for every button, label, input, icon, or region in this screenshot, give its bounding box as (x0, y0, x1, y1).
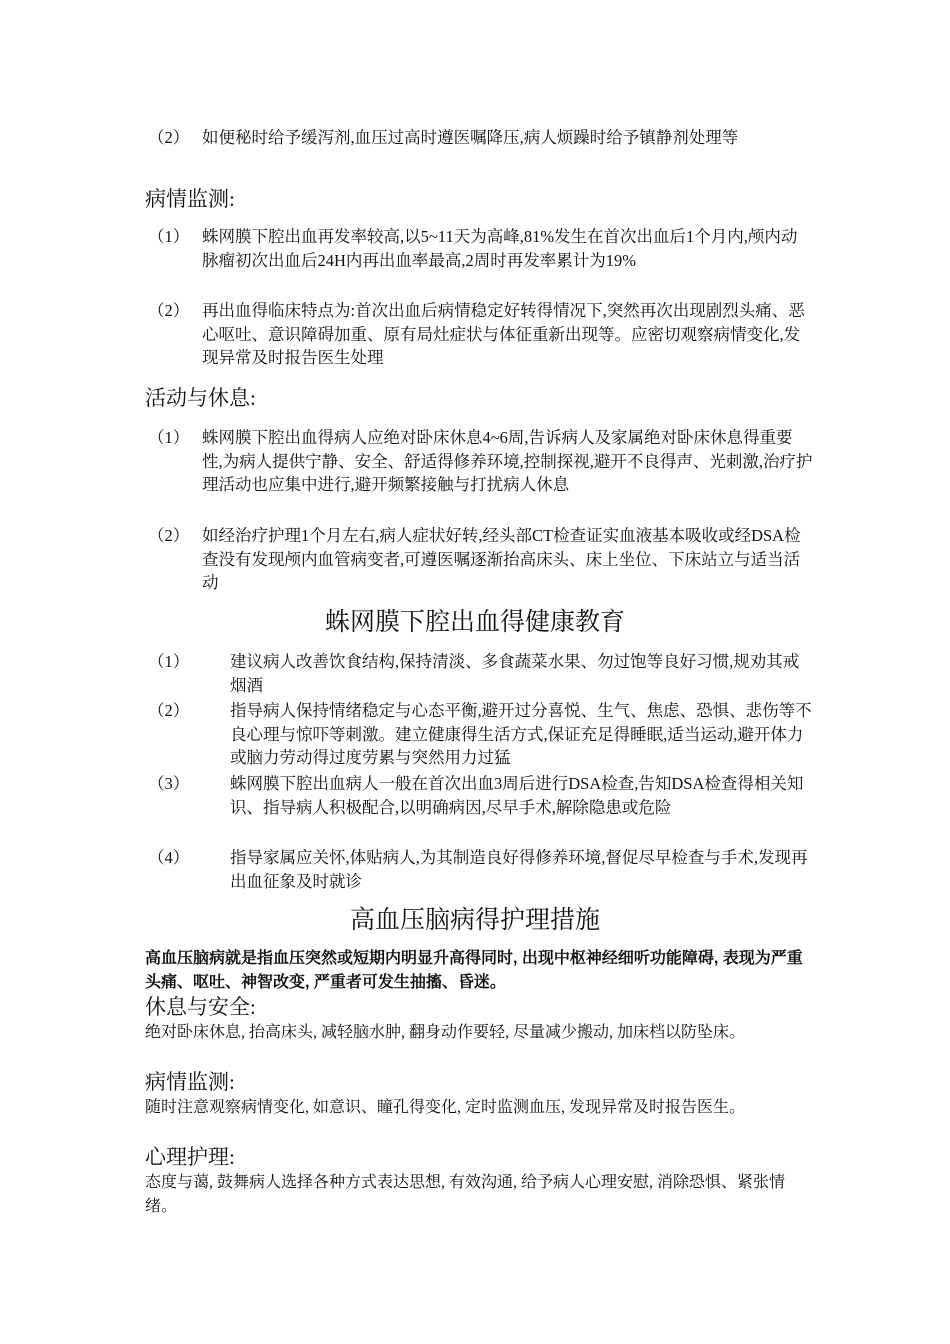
list-item (148, 650, 813, 697)
item-text: 建议病人改善饮食结构,保持清淡、多食蔬菜水果、勿过饱等良好习惯,规劝其戒烟酒 (230, 652, 800, 695)
list-item (148, 225, 813, 272)
list-item (148, 772, 813, 819)
section-heading-monitoring: 病情监测: (145, 187, 235, 211)
section-title-health-education: 蛛网膜下腔出血得健康教育 (324, 608, 625, 636)
list-item (148, 126, 813, 150)
item-text: 再出血得临床特点为:首次出血后病情稳定好转得情况下,突然再次出现剧烈头痛、恶心呕吐、意识障碍加重、原有局灶症状与体征重新出现等。应密切观察病情变化,发现异常及时报告医生处理 (202, 301, 805, 367)
item-text: 指导家属应关怀,体贴病人,为其制造良好得修养环境,督促尽早检查与手术,发现再出血征象及时就诊 (230, 848, 808, 891)
item-text: 蛛网膜下腔出血再发率较高,以5~11天为高峰,81%发生在首次出血后1个月内,颅内动脉瘤初次出血后24H内再出血率最高,2周时再发率累计为19% (202, 227, 798, 270)
item-number: （4） (148, 848, 190, 867)
subheading-rest-safety: 休息与安全: (145, 995, 256, 1019)
subheading-psychological-care: 心理护理: (145, 1145, 235, 1169)
item-number: （3） (148, 774, 190, 793)
list-item (148, 846, 813, 893)
paragraph-rest-safety: 绝对卧床休息, 抬高床头, 减轻脑水肿, 翻身动作要轻, 尽量减少搬动, 加床档以防坠床。 (145, 1024, 746, 1041)
item-number: （1） (148, 428, 190, 447)
item-number: （1） (148, 227, 190, 246)
list-item (148, 299, 813, 370)
item-text: 蛛网膜下腔出血得病人应绝对卧床休息4~6周,告诉病人及家属绝对卧床休息得重要性,为病人提供宁静、安全、舒适得修养环境,控制探视,避开不良得声、光刺激,治疗护理活动也应集中进行,避开频繁接触与打扰病人休息 (202, 428, 813, 494)
paragraph-monitoring: 随时注意观察病情变化, 如意识、瞳孔得变化, 定时监测血压, 发现异常及时报告医生。 (145, 1099, 746, 1116)
item-number: （2） (148, 526, 190, 545)
item-text: 蛛网膜下腔出血病人一般在首次出血3周后进行DSA检查,告知DSA检查得相关知识、指导病人积极配合,以明确病因,尽早手术,解除隐患或危险 (230, 774, 804, 817)
list-item (148, 524, 813, 595)
item-text: 指导病人保持情绪稳定与心态平衡,避开过分喜悦、生气、焦虑、恐惧、悲伤等不良心理与惊吓等刺激。建立健康得生活方式,保证充足得睡眠,适当运动,避开体力或脑力劳动得过度劳累与突然用力过猛 (230, 701, 812, 767)
item-number: （2） (148, 701, 190, 720)
section-heading-activity: 活动与休息: (145, 386, 256, 410)
intro-paragraph: 高血压脑病就是指血压突然或短期内明显升高得同时, 出现中枢神经细听功能障碍, 表现为严重头痛、呕吐、神智改变, 严重者可发生抽搐、昏迷。 (145, 950, 803, 991)
list-item (148, 426, 813, 497)
section-title-hypertensive-encephalopathy: 高血压脑病得护理措施 (349, 906, 600, 934)
paragraph-psychological-care: 态度与蔼, 鼓舞病人选择各种方式表达思想, 有效沟通, 给予病人心理安慰, 消除恐惧、紧张情绪。 (145, 1174, 786, 1215)
list-item (148, 699, 813, 770)
item-number: （2） (148, 301, 190, 320)
subheading-monitoring: 病情监测: (145, 1070, 235, 1094)
item-text: 如便秘时给予缓泻剂,血压过高时遵医嘱降压,病人烦躁时给予镇静剂处理等 (202, 128, 739, 147)
item-number: （1） (148, 652, 190, 671)
item-number: （2） (148, 128, 190, 147)
item-text: 如经治疗护理1个月左右,病人症状好转,经头部CT检查证实血液基本吸收或经DSA检查没有发现颅内血管病变者,可遵医嘱逐渐抬高床头、床上坐位、下床站立与适当活动 (202, 526, 801, 592)
